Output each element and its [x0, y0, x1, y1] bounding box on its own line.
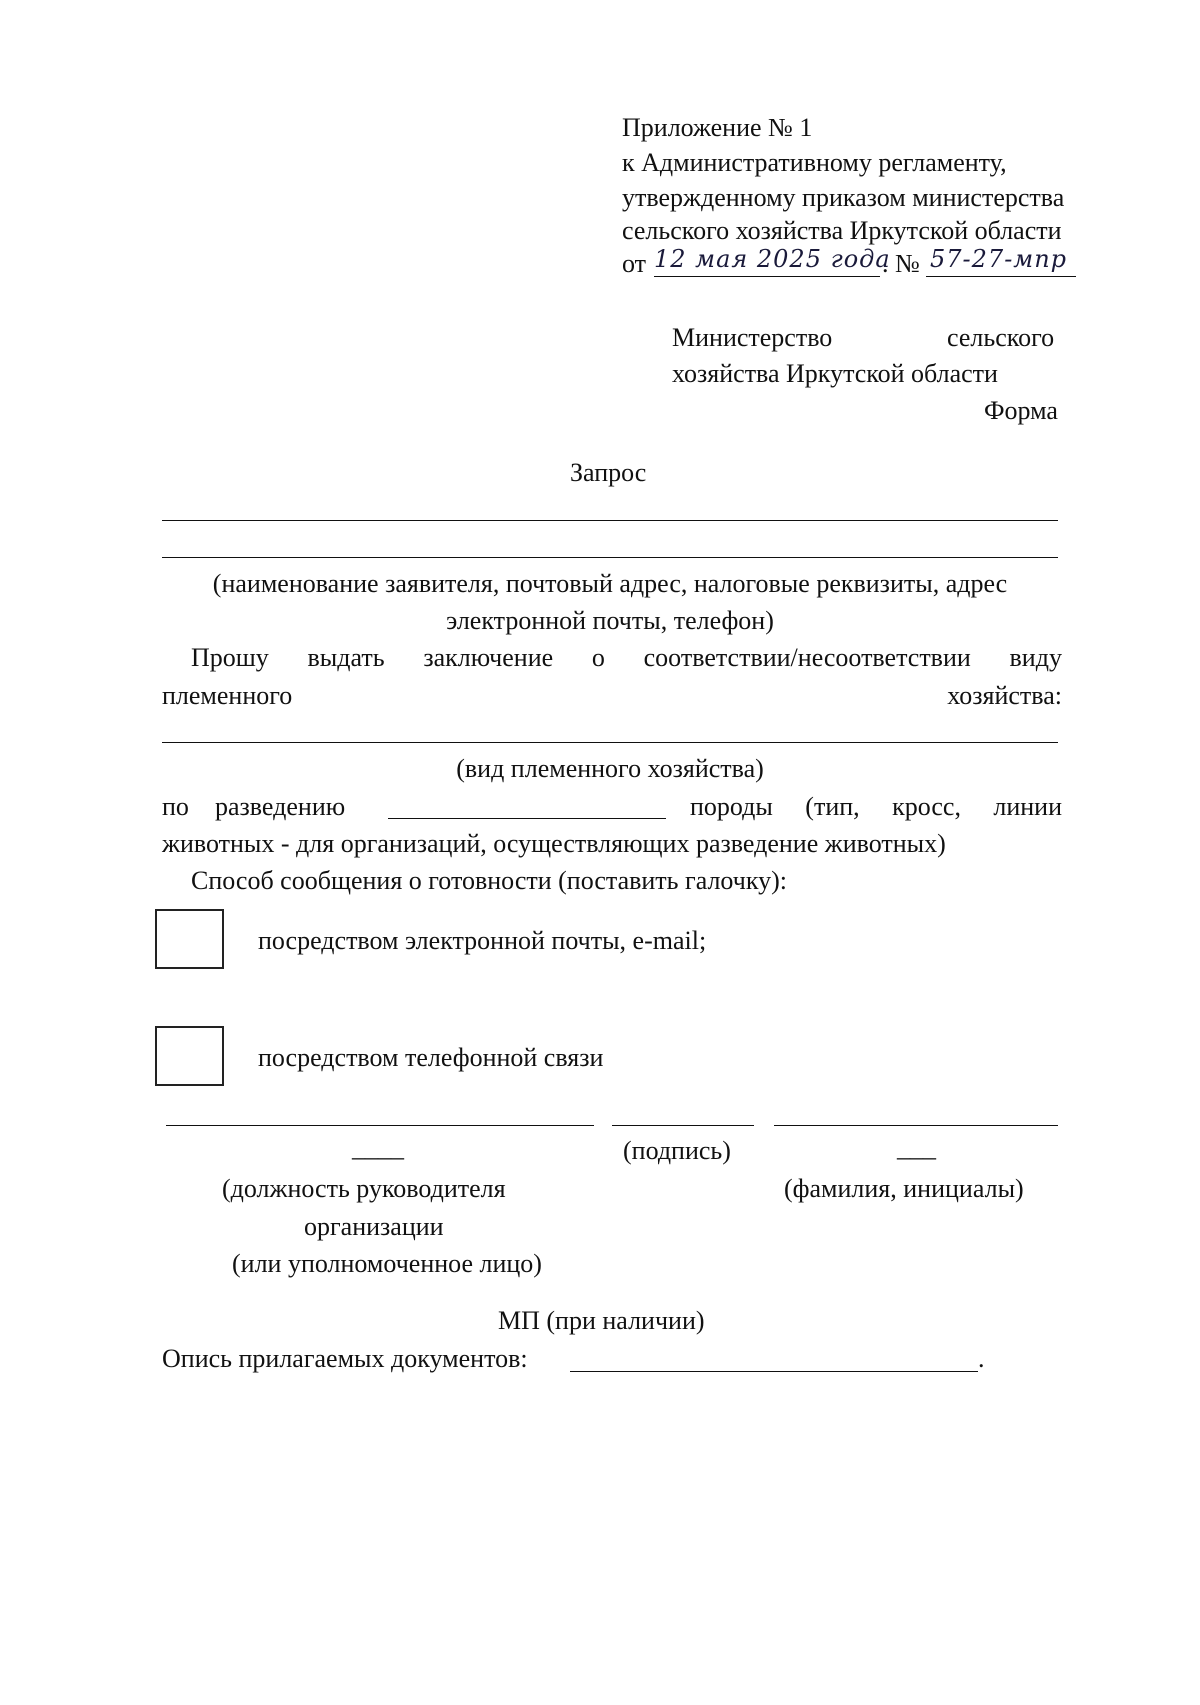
farm-type-caption: (вид племенного хозяйства) — [456, 754, 764, 783]
applicant-line-1[interactable] — [162, 520, 1058, 521]
breeding-word-po: по — [162, 792, 189, 821]
farm-type-line[interactable] — [162, 742, 1058, 743]
request-word: виду — [1009, 643, 1062, 672]
appendix-approval-line: утвержденному приказом министерства — [622, 183, 1065, 212]
name-caption: (фамилия, инициалы) — [784, 1174, 1024, 1203]
request-word: племенного — [162, 681, 293, 710]
request-word: Прошу — [191, 643, 269, 672]
request-word: выдать — [307, 643, 385, 672]
request-word: соответствии/несоответствии — [643, 643, 971, 672]
appendix-number: Приложение № 1 — [622, 113, 813, 142]
phone-checkbox[interactable] — [155, 1026, 224, 1086]
position-caption-line-2: организации — [304, 1212, 444, 1241]
form-label: Форма — [984, 396, 1058, 425]
breeding-word: линии — [993, 792, 1062, 821]
applicant-caption-line-2: электронной почты, телефон) — [446, 606, 774, 635]
request-word: о — [591, 643, 605, 672]
appendix-date-prefix: от — [622, 249, 647, 278]
position-caption-line-3: (или уполномоченное лицо) — [232, 1249, 542, 1278]
position-caption-line-1: (должность руководителя — [222, 1174, 506, 1203]
appendix-reference-line: к Административному регламенту, — [622, 148, 1007, 177]
handwritten-date: 12 мая 2025 года — [654, 245, 891, 273]
request-word: хозяйства: — [947, 681, 1062, 710]
email-option-label: посредством электронной почты, e-mail; — [258, 926, 707, 955]
stamp-label: МП (при наличии) — [498, 1306, 705, 1335]
breeding-word: (тип, — [805, 792, 860, 821]
phone-option-label: посредством телефонной связи — [258, 1043, 604, 1072]
breeding-line-tail — [690, 791, 1062, 824]
attachments-end-mark: . — [978, 1344, 985, 1373]
addressee-word-agricultural: сельского — [947, 323, 1055, 352]
applicant-line-2[interactable] — [162, 557, 1058, 558]
position-dash: ____ — [352, 1133, 404, 1162]
breeding-word: кросс, — [892, 792, 961, 821]
appendix-ministry-line: сельского хозяйства Иркутской области — [622, 216, 1062, 245]
number-underline — [926, 276, 1076, 277]
breeding-word-razvedeniyu: разведению — [215, 792, 346, 821]
request-line-2 — [162, 680, 1062, 713]
breeding-line-2: животных - для организаций, осуществляющих разведение животных) — [162, 829, 946, 858]
notification-heading: Способ сообщения о готовности (поставить галочку): — [191, 866, 787, 895]
signature-line[interactable] — [612, 1125, 754, 1126]
request-word: заключение — [423, 643, 554, 672]
handwritten-number: 57-27-мпр — [930, 245, 1068, 273]
applicant-caption-line-1: (наименование заявителя, почтовый адрес, налоговые реквизиты, адрес — [212, 569, 1008, 598]
date-underline — [654, 276, 880, 277]
request-line-1 — [191, 642, 1062, 675]
name-line[interactable] — [774, 1125, 1058, 1126]
number-separator: . № — [882, 249, 920, 278]
addressee-word-ministry: Министерство — [672, 323, 833, 352]
breeding-word: породы — [690, 792, 773, 821]
position-line[interactable] — [166, 1125, 594, 1126]
attachments-label: Опись прилагаемых документов: — [162, 1344, 528, 1373]
page-title: Запрос — [570, 458, 647, 487]
breed-name-line[interactable] — [388, 818, 666, 819]
name-dash: ___ — [897, 1133, 936, 1162]
email-checkbox[interactable] — [155, 909, 224, 969]
attachments-line[interactable] — [570, 1371, 978, 1372]
signature-caption: (подпись) — [623, 1136, 731, 1165]
addressee-region-line: хозяйства Иркутской области — [672, 359, 998, 388]
